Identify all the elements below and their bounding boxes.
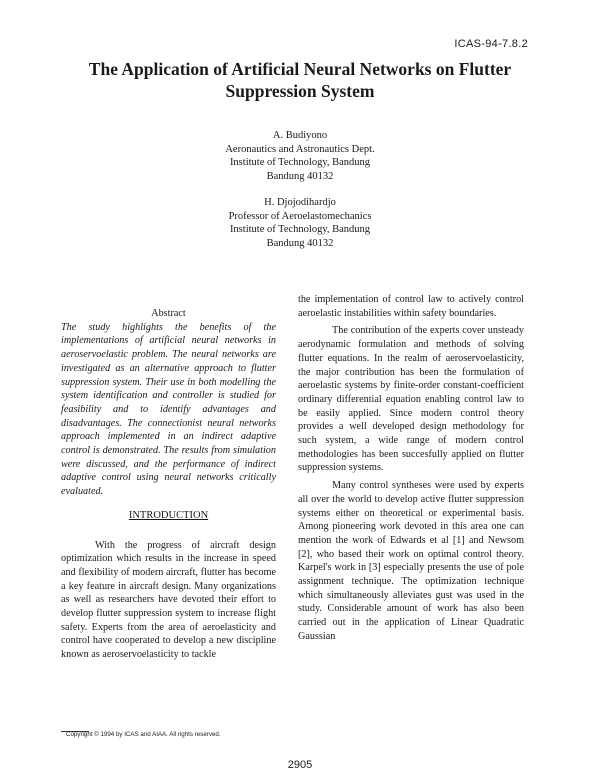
author-name: A. Budiyono [272,130,328,141]
continuation-paragraph: the implementation of control law to actively control aeroelastic instabilities within safety boundaries. [298,294,524,319]
paper-code: ICAS-94-7.8.2 [454,38,528,50]
author-name: H. Djojodihardjo [264,197,336,208]
author-block-2 [150,196,450,250]
page-number: 2905 [287,759,313,771]
introduction-paragraph: With the progress of aircraft design optimization which results in the increase in speed and flexibility of modern aircraft, flutter has become a key feature in aircraft design. Many organizations as well as researchers have devoted their effort to develop flutter suppression system to increase flight safety. Experts from the area of aeroelasticity and control have cooperated to develop a new discipline known as aeroservoelasticity to tackle [61,539,276,661]
introduction-heading: INTRODUCTION [128,509,209,521]
body-paragraph: Many control syntheses were used by experts all over the world to develop active flutter suppression systems either on theoretical or experimental basis. Among pioneering work devoted in this area one can mention the work of Edwards et al [1] and Newsom [2], who based their work on optimal control theory. Karpel's work in [3] especially presents the use of pole assignment technique. The optimization technique which simultaneously alleviates gust was used in the study. Considerable amount of work has also been carried out in the application of Linear Quadratic Gaussian [298,480,524,642]
author-affiliation-line: Institute of Technology, Bandung [229,224,371,235]
abstract-heading: Abstract [151,308,186,319]
author-affiliation-line: Professor of Aeroelastomechanics [228,210,372,222]
abstract-body: The study highlights the benefits of the implementations of artificial neural networks in aeroservoelastic problem. The neural networks are investigated as an alternative approach to flutter suppression system. Their use in both modelling the system identification and controller is studied for feasibility and to identify advantages and disadvantages. The connectionist neural networks approach implemented in an indirect adaptive control is demonstrated. The results from simulation were discussed, and the performance of indirect adaptive control using neural networks critically evaluated. [61,321,276,498]
author-block-1 [150,129,450,183]
copyright-footnote: Copyright © 1994 by ICAS and AIAA. All rights reserved. [66,731,221,738]
paper-title: The Application of Artificial Neural Networks on Flutter Suppression System [88,59,512,101]
author-affiliation-line: Institute of Technology, Bandung [229,157,371,168]
body-paragraph: The contribution of the experts cover unsteady aerodynamic formulation and methods of solving flutter equations. In the realm of aeroservoelasticity, the major contribution has been the formulation of aeroelastic systems by finite-order constant-coefficient ordinary differential equation enabling control law to be easily applied. Since modern control theory provides a well developed design methodology for such system, a wide range of modern control methodologies has been succesfully applied on flutter suppression systems. [298,325,524,474]
right-column [298,293,524,644]
author-affiliation-line: Bandung 40132 [266,170,334,182]
author-affiliation-line: Bandung 40132 [266,237,334,249]
author-affiliation-line: Aeronautics and Astronautics Dept. [225,143,375,155]
left-column [61,307,276,662]
